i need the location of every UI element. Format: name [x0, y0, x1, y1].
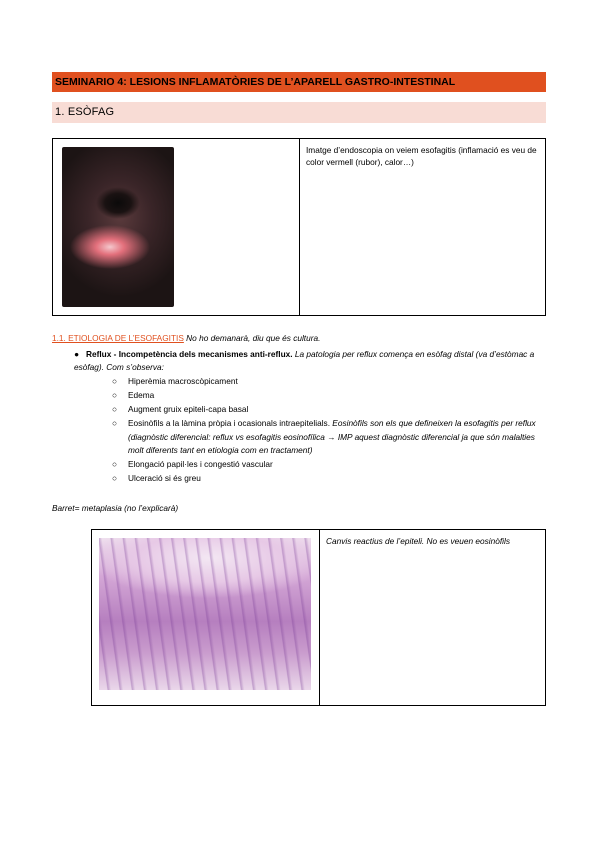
subsection-note: No ho demanarà, diu que és cultura. [183, 333, 321, 343]
figure-table-histology [91, 529, 546, 706]
bullet-text: La patologia per reflux comença en esòfag distal (va d’estòmac a esòfag). Com s’observa: [74, 349, 535, 372]
bullet-marker: ● [74, 349, 80, 359]
list-item: ○ Augment gruix epiteli-capa basal [112, 404, 249, 415]
subsection-heading [52, 333, 320, 343]
histology-caption: Canvis reactius de l’epiteli. No es veuen eosinòfils [320, 530, 546, 706]
list-item: ○ Elongació papil·les i congestió vascular [112, 458, 273, 469]
bullet-reflux [74, 348, 546, 374]
list-item: ○ Ulceració si és greu [112, 473, 201, 484]
bullet-label: Reflux - Incompetència dels mecanismes anti-reflux. [86, 349, 293, 359]
section-heading: 1. ESÒFAG [52, 102, 546, 123]
histology-image [99, 538, 311, 690]
figure-table-endoscopy [52, 138, 546, 316]
endoscopy-caption: Imatge d’endoscopia on veiem esofagitis (inflamació es veu de color vermell (rubor), calor…) [300, 139, 546, 316]
endoscopy-image-cell [53, 139, 300, 316]
list-item: ○ Hiperèmia macroscòpicament [112, 376, 238, 386]
subsection-title: 1.1. ETIOLOGIA DE L’ESOFAGITIS [52, 333, 184, 343]
barret-note: Barret= metaplasia (no l’explicarà) [52, 503, 179, 513]
histology-image-cell [92, 530, 320, 706]
list-item: ○ Eosinòfils a la làmina pròpia i ocasionals intraepitelials. Eosinòfils son els que defineixen la esofagitis per reflux (diagnòstic diferencial: reflux vs esofagitis eosinofílica → IMP aquest diagnòstic diferencial ja que són malalties molt diferents tant en etiologia com en tractament) [112, 418, 536, 455]
subitem-list [112, 375, 546, 486]
document-title: SEMINARIO 4: LESIONS INFLAMATÒRIES DE L’APARELL GASTRO-INTESTINAL [52, 72, 546, 92]
endoscopy-image [62, 147, 174, 307]
list-item: ○ Edema [112, 390, 155, 401]
